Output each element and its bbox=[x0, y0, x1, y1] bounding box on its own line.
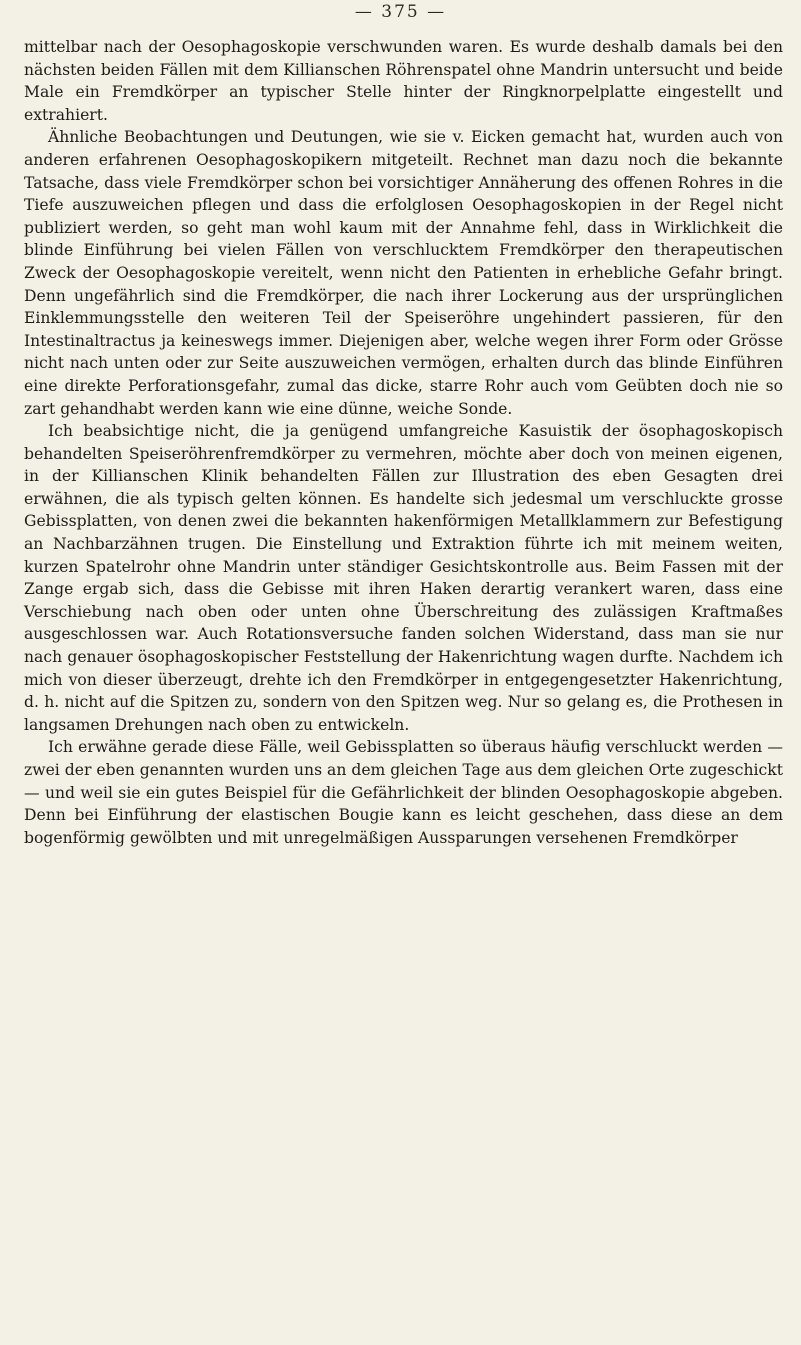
body-text bbox=[24, 36, 783, 849]
page-number: — 375 — bbox=[354, 2, 447, 22]
paragraph-1: mittelbar nach der Oesophagoskopie verschwunden waren. Es wurde deshalb damals bei den nächsten beiden Fällen mit dem Killianschen Röhrenspatel ohne Mandrin untersucht und beide Male ein Fremdkörper an typischer Stelle hinter der Ringknorpelplatte eingestellt und extrahiert. bbox=[24, 38, 783, 124]
paragraph-3: Ich beabsichtige nicht, die ja genügend umfangreiche Kasuistik der ösophagoskopisch behandelten Speiseröhrenfremdkörper zu vermehren, möchte aber doch von meinen eigenen, in der Killianschen Klinik behandelten Fällen zur Illustration des eben Gesagten drei erwähnen, die als typisch gelten können. Es handelte sich jedesmal um verschluckte grosse Gebissplatten, von denen zwei die bekannten hakenförmigen Metallklammern zur Befestigung an Nachbarzähnen trugen. Die Einstellung und Extraktion führte ich mit meinem weiten, kurzen Spatelrohr ohne Mandrin unter ständiger Gesichtskontrolle aus. Beim Fassen mit der Zange ergab sich, dass die Gebisse mit ihren Haken derartig verankert waren, dass eine Verschiebung nach oben oder unten ohne Überschreitung des zulässigen Kraftmaßes ausgeschlossen war. Auch Rotationsversuche fanden solchen Widerstand, dass man sie nur nach genauer ösophagoskopischer Feststellung der Hakenrichtung wagen durfte. Nachdem ich mich von dieser überzeugt, drehte ich den Fremdkörper in entgegengesetzter Hakenrichtung, d. h. nicht auf die Spitzen zu, sondern von den Spitzen weg. Nur so gelang es, die Prothesen in langsamen Drehungen nach oben zu entwickeln. bbox=[24, 422, 783, 734]
paragraph-2: Ähnliche Beobachtungen und Deutungen, wie sie v. Eicken gemacht hat, wurden auch von anderen erfahrenen Oesophagoskopikern mitgeteilt. Rechnet man dazu noch die bekannte Tatsache, dass viele Fremdkörper schon bei vorsichtiger Annäherung des offenen Rohres in die Tiefe auszuweichen pflegen und dass die erfolglosen Oesophagoskopien in der Regel nicht publiziert werden, so geht man wohl kaum mit der Annahme fehl, dass in Wirklichkeit die blinde Einführung bei vielen Fällen von verschlucktem Fremdkörper den therapeutischen Zweck der Oesophagoskopie vereitelt, wenn nicht den Patienten in erhebliche Gefahr bringt. Denn ungefährlich sind die Fremdkörper, die nach ihrer Lockerung aus der ursprünglichen Einklemmungsstelle den weiteren Teil der Speiseröhre ungehindert passieren, für den Intestinaltractus ja keineswegs immer. Diejenigen aber, welche wegen ihrer Form oder Grösse nicht nach unten oder zur Seite auszuweichen vermögen, erhalten durch das blinde Einführen eine direkte Perforationsgefahr, zumal das dicke, starre Rohr auch vom Geübten doch nie so zart gehandhabt werden kann wie eine dünne, weiche Sonde. bbox=[24, 128, 783, 418]
paragraph-4: Ich erwähne gerade diese Fälle, weil Gebissplatten so überaus häufig verschluckt werden — zwei der eben genannten wurden uns an dem gleichen Tage aus dem gleichen Orte zugeschickt — und weil sie ein gutes Beispiel für die Gefährlichkeit der blinden Oesophagoskopie abgeben. Denn bei Einführung der elastischen Bougie kann es leicht geschehen, dass diese an dem bogenförmig gewölbten und mit unregelmäßigen Aussparungen versehenen Fremdkörper bbox=[24, 738, 783, 847]
